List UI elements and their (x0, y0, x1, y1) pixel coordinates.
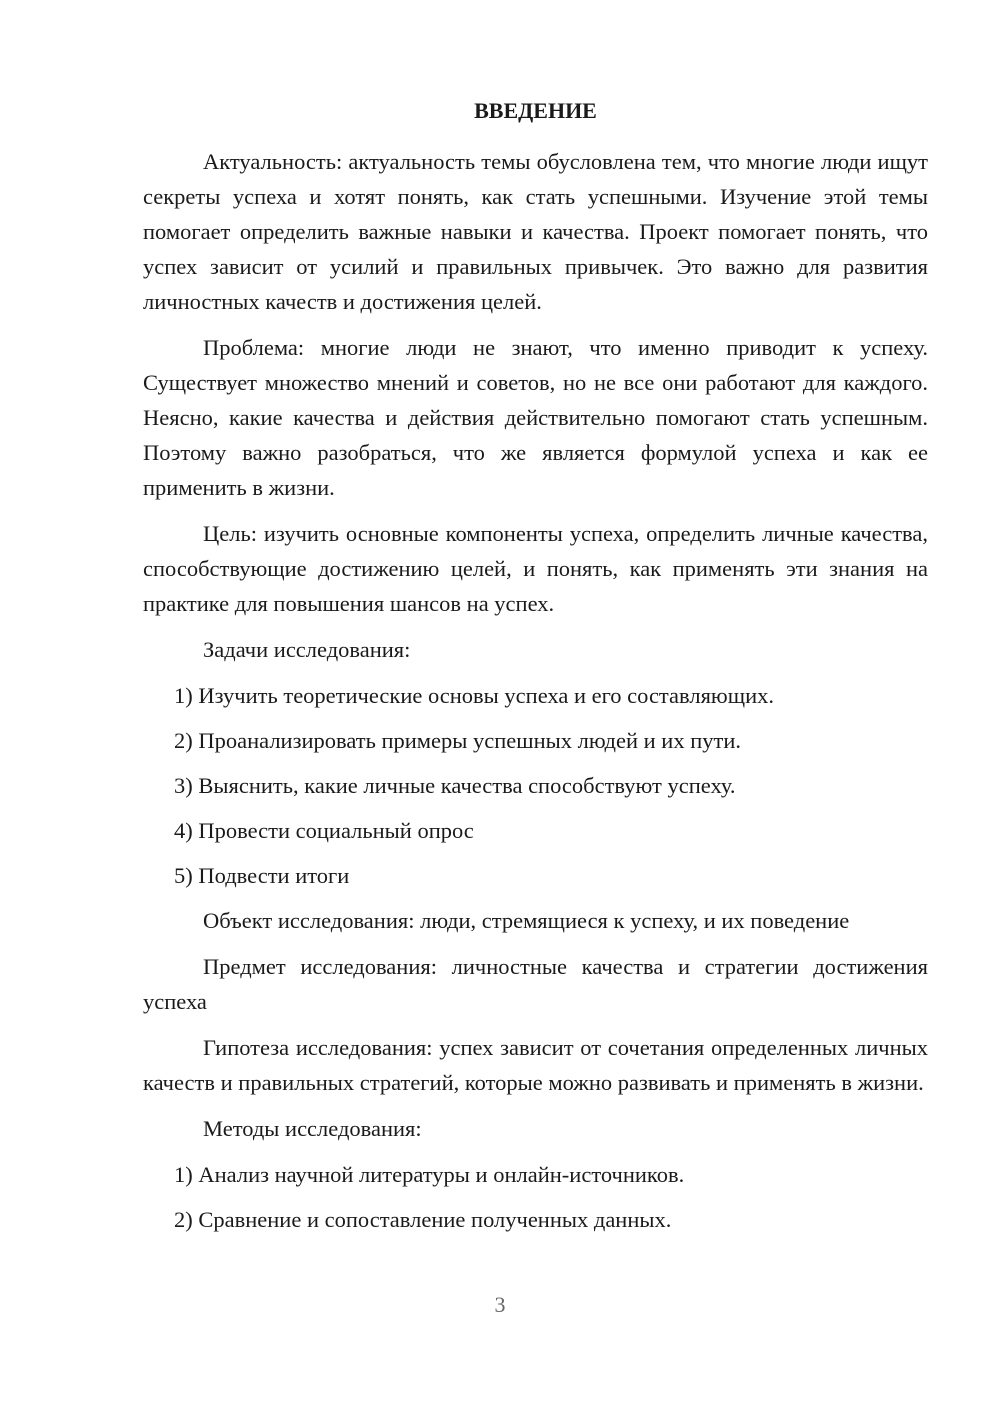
tasks-list (143, 678, 928, 893)
list-item: 2) Сравнение и сопоставление полученных данных. (174, 1207, 672, 1232)
paragraph-subject: Предмет исследования: личностные качества и стратегии достижения успеха (143, 954, 928, 1014)
list-item: 2) Проанализировать примеры успешных людей и их пути. (174, 728, 742, 753)
paragraph-object: Объект исследования: люди, стремящиеся к успеху, и их поведение (203, 908, 850, 933)
list-item: 1) Изучить теоретические основы успеха и его составляющих. (174, 683, 774, 708)
page-number: 3 (494, 1292, 506, 1317)
methods-list (143, 1157, 928, 1237)
list-item: 1) Анализ научной литературы и онлайн-источников. (174, 1162, 685, 1187)
tasks-heading: Задачи исследования: (203, 637, 411, 662)
document-page (143, 88, 928, 1247)
paragraph-goal: Цель: изучить основные компоненты успеха, определить личные качества, способствующие достижению целей, и понять, как применять эти знания на практике для повышения шансов на успех. (143, 521, 928, 616)
paragraph-relevance: Актуальность: актуальность темы обусловлена тем, что многие люди ищут секреты успеха и хотят понять, как стать успешными. Изучение этой темы помогает определить важные навыки и качества. Проект помогает понять, что успех зависит от усилий и правильных привычек. Это важно для развития личностных качеств и достижения целей. (143, 149, 928, 314)
list-item: 4) Провести социальный опрос (174, 818, 474, 843)
list-item: 5) Подвести итоги (174, 863, 350, 888)
list-item: 3) Выяснить, какие личные качества способствуют успеху. (174, 773, 736, 798)
methods-heading: Методы исследования: (203, 1116, 422, 1141)
paragraph-hypothesis: Гипотеза исследования: успех зависит от сочетания определенных личных качеств и правильных стратегий, которые можно развивать и применять в жизни. (143, 1035, 928, 1095)
page-title: ВВЕДЕНИЕ (474, 98, 597, 123)
paragraph-problem: Проблема: многие люди не знают, что именно приводит к успеху. Существует множество мнений и советов, но не все они работают для каждого. Неясно, какие качества и действия действительно помогают стать успешным. Поэтому важно разобраться, что же является формулой успеха и как ее применить в жизни. (143, 335, 928, 500)
